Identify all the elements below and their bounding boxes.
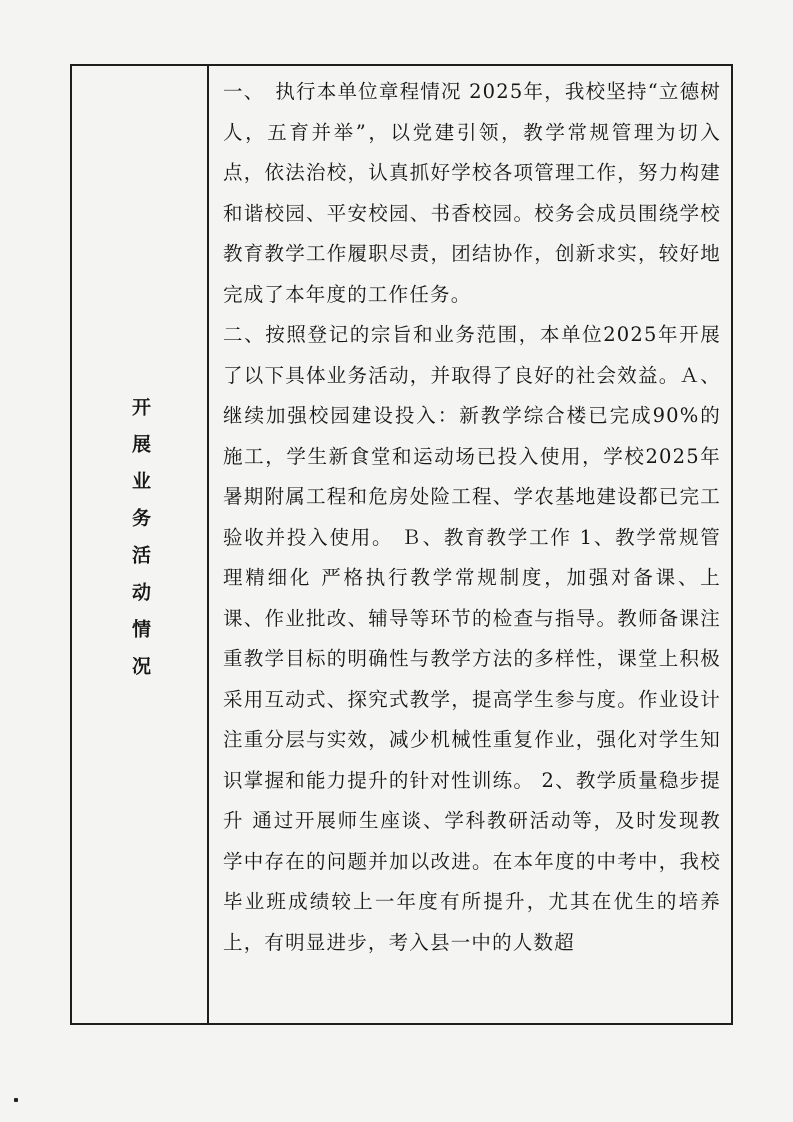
paragraph-business-activities: 二、按照登记的宗旨和业务范围，本单位2025年开展了以下具体业务活动，并取得了良好的社会效益。Ａ、继续加强校园建设投入：新教学综合楼已完成90%的施工，学生新食堂和运动场已投入使用，学校2025年暑期附属工程和危房处险工程、学农基地建设都已完工验收并投入使用。 Ｂ、教育教学工作 1、教学常规管理精细化 严格执行教学常规制度，加强对备课、上课、作业批改、辅导等环节的检查与指导。教师备课注重教学目标的明确性与教学方法的多样性，课堂上积极采用互动式、探究式教学，提高学生参与度。作业设计注重分层与实效，减少机械性重复作业，强化对学生知识掌握和能力提升的针对性训练。 2、教学质量稳步提升 通过开展师生座谈、学科教研活动等，及时发现教学中存在的问题并加以改进。在本年度的中考中，我校毕业班成绩较上一年度有所提升，尤其在优生的培养上，有明显进步，考入县一中的人数超 — [223, 323, 721, 954]
paragraph-charter-execution: 一、 执行本单位章程情况 2025年，我校坚持“立德树人，五育并举”，以党建引领，教学常规管理为切入点，依法治校，认真抓好学校各项管理工作，努力构建和谐校园、平安校园、书香校园。校务会成员围绕学校教育教学工作履职尽责，团结协作，创新求实，较好地完成了本年度的工作任务。 — [223, 80, 721, 306]
content-cell — [211, 66, 731, 1023]
row-label: 开展业务活动情况 — [129, 396, 151, 693]
scan-mark — [14, 1098, 18, 1102]
label-cell — [72, 66, 209, 1023]
activity-table — [70, 64, 733, 1025]
